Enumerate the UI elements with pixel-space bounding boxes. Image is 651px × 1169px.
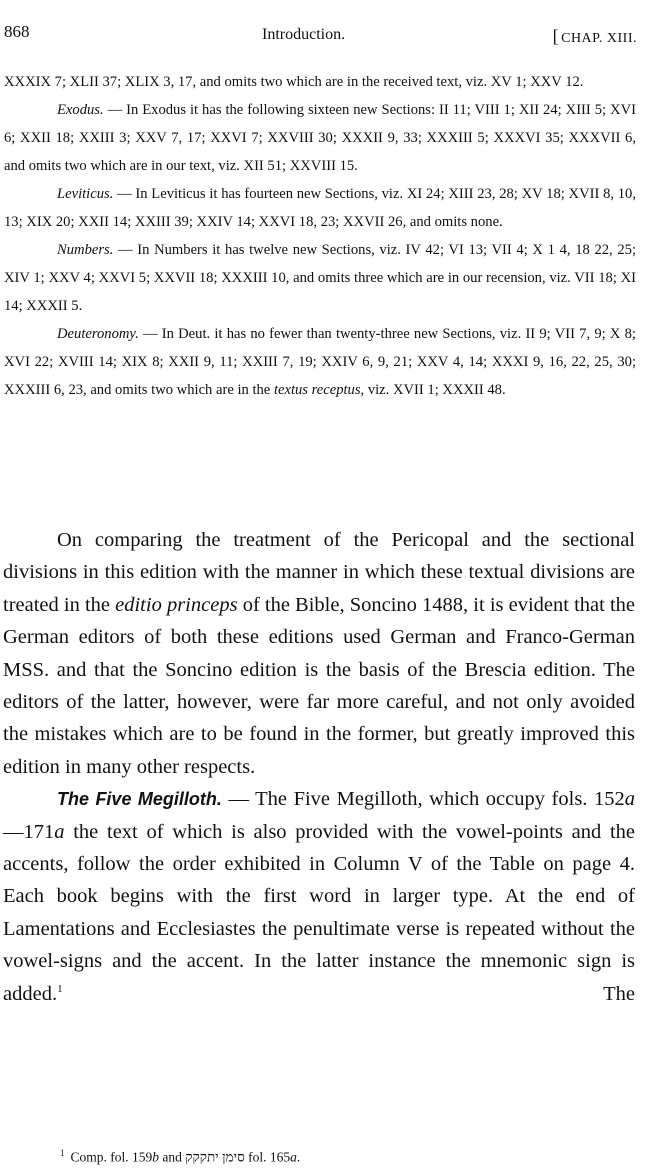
paragraph-text: The — [62, 982, 635, 1005]
paragraph-text: —171 — [3, 820, 55, 843]
paragraph-text: — In Leviticus it has fourteen new Sections, viz. XI 24; XIII 23, 28; XV 18; XVII 8, 10, 13; XIX 20; XXII 14; XXIII 39; XXIV 14; XXVI 18, 23; XXVII 26, and omits none. — [4, 186, 636, 230]
folio-side: a — [54, 820, 65, 843]
paragraph-text: — In Numbers it has twelve new Sections, viz. IV 42; VI 13; VII 4; X 1 4, 18 22, 25; XIV 1; XXV 4; XXVI 5; XXVII 18; XXXIII 10, and omits three which are in our recension, viz. VII 18; XI 14; XXXII 5. — [4, 242, 636, 314]
italic-term: editio princeps — [115, 593, 238, 616]
leviticus-paragraph — [4, 180, 636, 236]
page-number: 868 — [4, 22, 30, 41]
section-heading: The Five Megilloth. — [57, 789, 222, 810]
folio-side: a — [624, 788, 635, 811]
footnote-text: Comp. fol. 159 — [70, 1149, 153, 1165]
footnote-ref[interactable]: 1 — [57, 982, 63, 995]
deuteronomy-paragraph — [4, 320, 636, 404]
section-list-block — [4, 68, 636, 404]
continuation-paragraph: XXXIX 7; XLII 37; XLIX 3, 17, and omits two which are in the received text, viz. XV 1; XXV 12. — [4, 74, 584, 90]
paragraph-text: On comparing the treatment of the Pericopal and the sectional divisions in this edition with the manner in which these textual divisions are treated in the — [3, 529, 635, 616]
book-name: Exodus. — [57, 102, 104, 118]
footnote-text: and — [159, 1149, 186, 1165]
italic-term: textus receptus — [273, 382, 361, 398]
comparison-paragraph — [3, 524, 635, 783]
footnote — [60, 1148, 300, 1166]
book-name: Leviticus. — [57, 186, 114, 202]
paragraph-text: — The Five Megilloth, which occupy fols. 152 — [221, 788, 625, 811]
running-title: Introduction. — [262, 26, 346, 43]
main-text-block — [3, 524, 635, 1010]
running-header — [4, 22, 637, 48]
exodus-paragraph — [4, 96, 636, 180]
folio-side: a — [290, 1149, 297, 1165]
numbers-paragraph — [4, 236, 636, 320]
book-name: Deuteronomy. — [57, 326, 139, 342]
paragraph-text: , viz. XVII 1; XXXII 48. — [360, 382, 506, 398]
hebrew-text: סימן יתקקק — [185, 1149, 245, 1165]
footnote-text: . — [296, 1149, 301, 1165]
paragraph-text: the text of which is also provided with the vowel-points and the accents, follow the order exhibited in Column V of the Table on page 4. Each book begins with the first word in larger type. At the end of Lamentations and Ecclesiastes the penultimate verse is repeated without the vowel-signs and the accent. In the latter instance the mnemonic sign is added. — [3, 820, 635, 1005]
folio-side: b — [152, 1149, 160, 1165]
book-name: Numbers. — [57, 242, 114, 258]
megilloth-paragraph — [3, 783, 635, 1010]
footnote-text: fol. 165 — [244, 1149, 291, 1165]
chapter-label: [ CHAP. XIII. — [553, 26, 637, 47]
paragraph-text: — In Exodus it has the following sixteen new Sections: II 11; VIII 1; XII 24; XIII 5; XVI 6; XXII 18; XXIII 3; XXV 7, 17; XXVI 7; XXVIII 30; XXXII 9, 33; XXXIII 5; XXXVI 35; XXXVII 6, and omits two which are in our text, viz. XII 51; XXVIII 15. — [4, 102, 636, 174]
paragraph-text: — In Deut. it has no fewer than twenty-three new Sections, viz. II 9; VII 7, 9; X 8; XVI 22; XVIII 14; XIX 8; XXII 9, 11; XXIII 7, 19; XXIV 6, 9, 21; XXV 4, 14; XXXI 9, 16, 22, 25, 30; XXXIII 6, 23, and omits two which are in the — [4, 326, 636, 398]
paragraph-text: of the Bible, Soncino 1488, it is evident that the German editors of both these editions used German and Franco-German MSS. and that the Soncino edition is the basis of the Brescia edition. The editors of the latter, however, were far more careful, and not only avoided the mistakes which are to be found in the former, but greatly improved this edition in many other respects. — [3, 593, 635, 778]
footnote-marker: 1 — [60, 1148, 65, 1158]
